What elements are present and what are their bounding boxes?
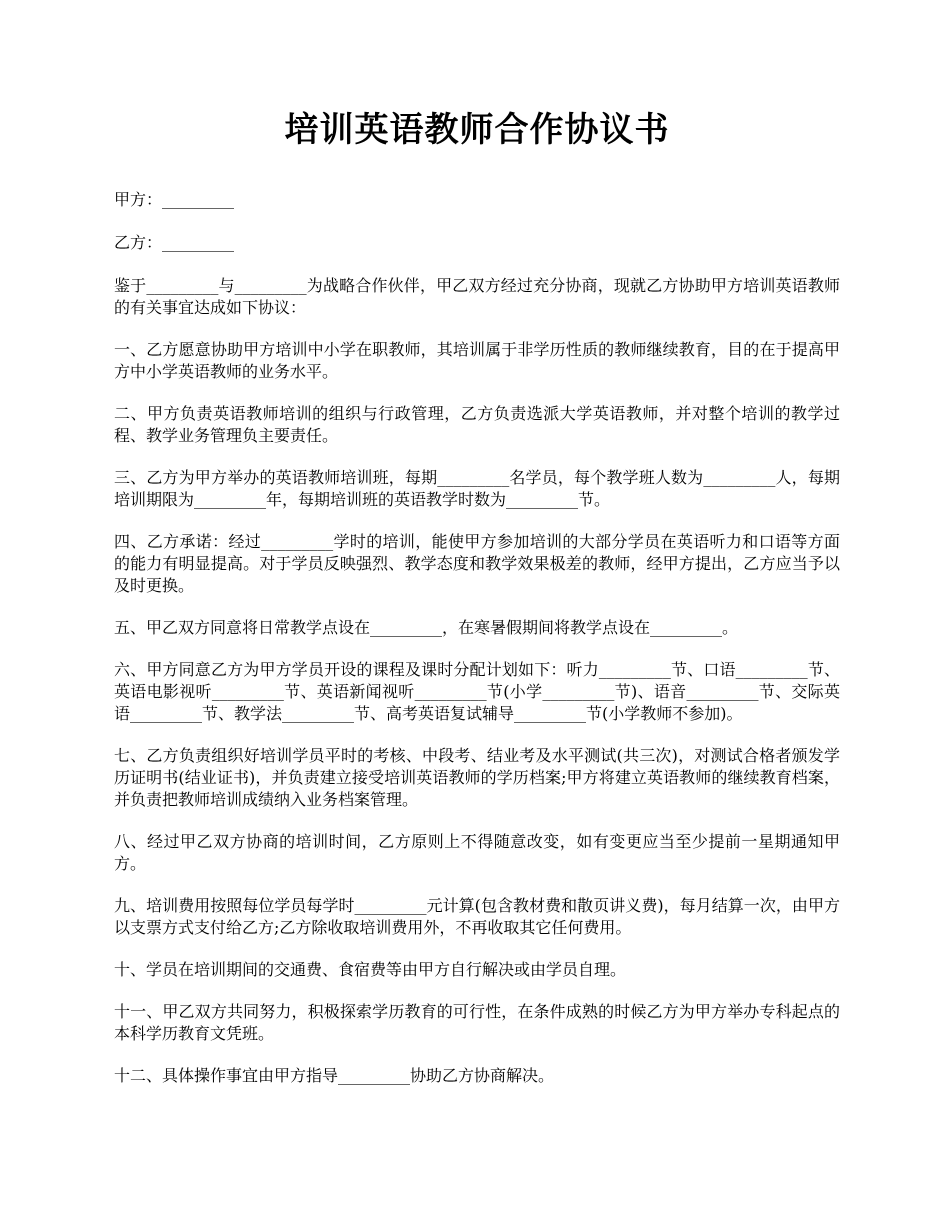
clause-9: 九、培训费用按照每位学员每学时_________元计算(包含教材费和散页讲义费)，每月结算一次，由甲方以支票方式支付给乙方;乙方除收取培训费用外，不再收取其它任何费用。: [114, 895, 840, 937]
clause-11: 十一、甲乙双方共同努力，积极探索学历教育的可行性，在条件成熟的时候乙方为甲方举办专科起点的本科学历教育文凭班。: [114, 1001, 840, 1043]
clause-4: 四、乙方承诺：经过_________学时的培训，能使甲方参加培训的大部分学员在英语听力和口语等方面的能力有明显提高。对于学员反映强烈、教学态度和教学效果极差的教师，经甲方提出，乙方应当予以及时更换。: [114, 531, 840, 595]
clause-10: 十、学员在培训期间的交通费、食宿费等由甲方自行解决或由学员自理。: [114, 959, 627, 979]
document-page: [114, 110, 840, 1107]
clause-8: 八、经过甲乙双方协商的培训时间，乙方原则上不得随意改变，如有变更应当至少提前一星期通知甲方。: [114, 831, 840, 873]
clause-1: 一、乙方愿意协助甲方培训中小学在职教师，其培训属于非学历性质的教师继续教育，目的在于提高甲方中小学英语教师的业务水平。: [114, 339, 840, 381]
clause-12: 十二、具体操作事宜由甲方指导_________协助乙方协商解决。: [114, 1065, 555, 1085]
clause-2: 二、甲方负责英语教师培训的组织与行政管理，乙方负责选派大学英语教师，并对整个培训的教学过程、教学业务管理负主要责任。: [114, 403, 840, 445]
party-b-line: 乙方：_________: [114, 232, 235, 252]
clause-5: 五、甲乙双方同意将日常教学点设在_________，在寒暑假期间将教学点设在_________。: [114, 617, 739, 637]
clause-7: 七、乙方负责组织好培训学员平时的考核、中段考、结业考及水平测试(共三次)，对测试合格者颁发学历证明书(结业证书)，并负责建立接受培训英语教师的学历档案;甲方将建立英语教师的继续教育档案，并负责把教师培训成绩纳入业务档案管理。: [114, 745, 840, 809]
clause-3: 三、乙方为甲方举办的英语教师培训班，每期_________名学员，每个教学班人数为_________人，每期培训期限为_________年，每期培训班的英语教学时数为_________节。: [114, 467, 840, 509]
clause-6: 六、甲方同意乙方为甲方学员开设的课程及课时分配计划如下：听力_________节、口语_________节、英语电影视听_________节、英语新闻视听_________节(小学_________节)、语音_________节、交际英语_________节、教学法_________节、高考英语复试辅导_________节(小学教师不参加)。: [114, 659, 840, 723]
party-a-line: 甲方：_________: [114, 189, 235, 209]
preamble-paragraph: 鉴于_________与_________为战略合作伙伴，甲乙双方经过充分协商，现就乙方协助甲方培训英语教师的有关事宜达成如下协议：: [114, 275, 840, 317]
document-title: 培训英语教师合作协议书: [284, 110, 670, 150]
